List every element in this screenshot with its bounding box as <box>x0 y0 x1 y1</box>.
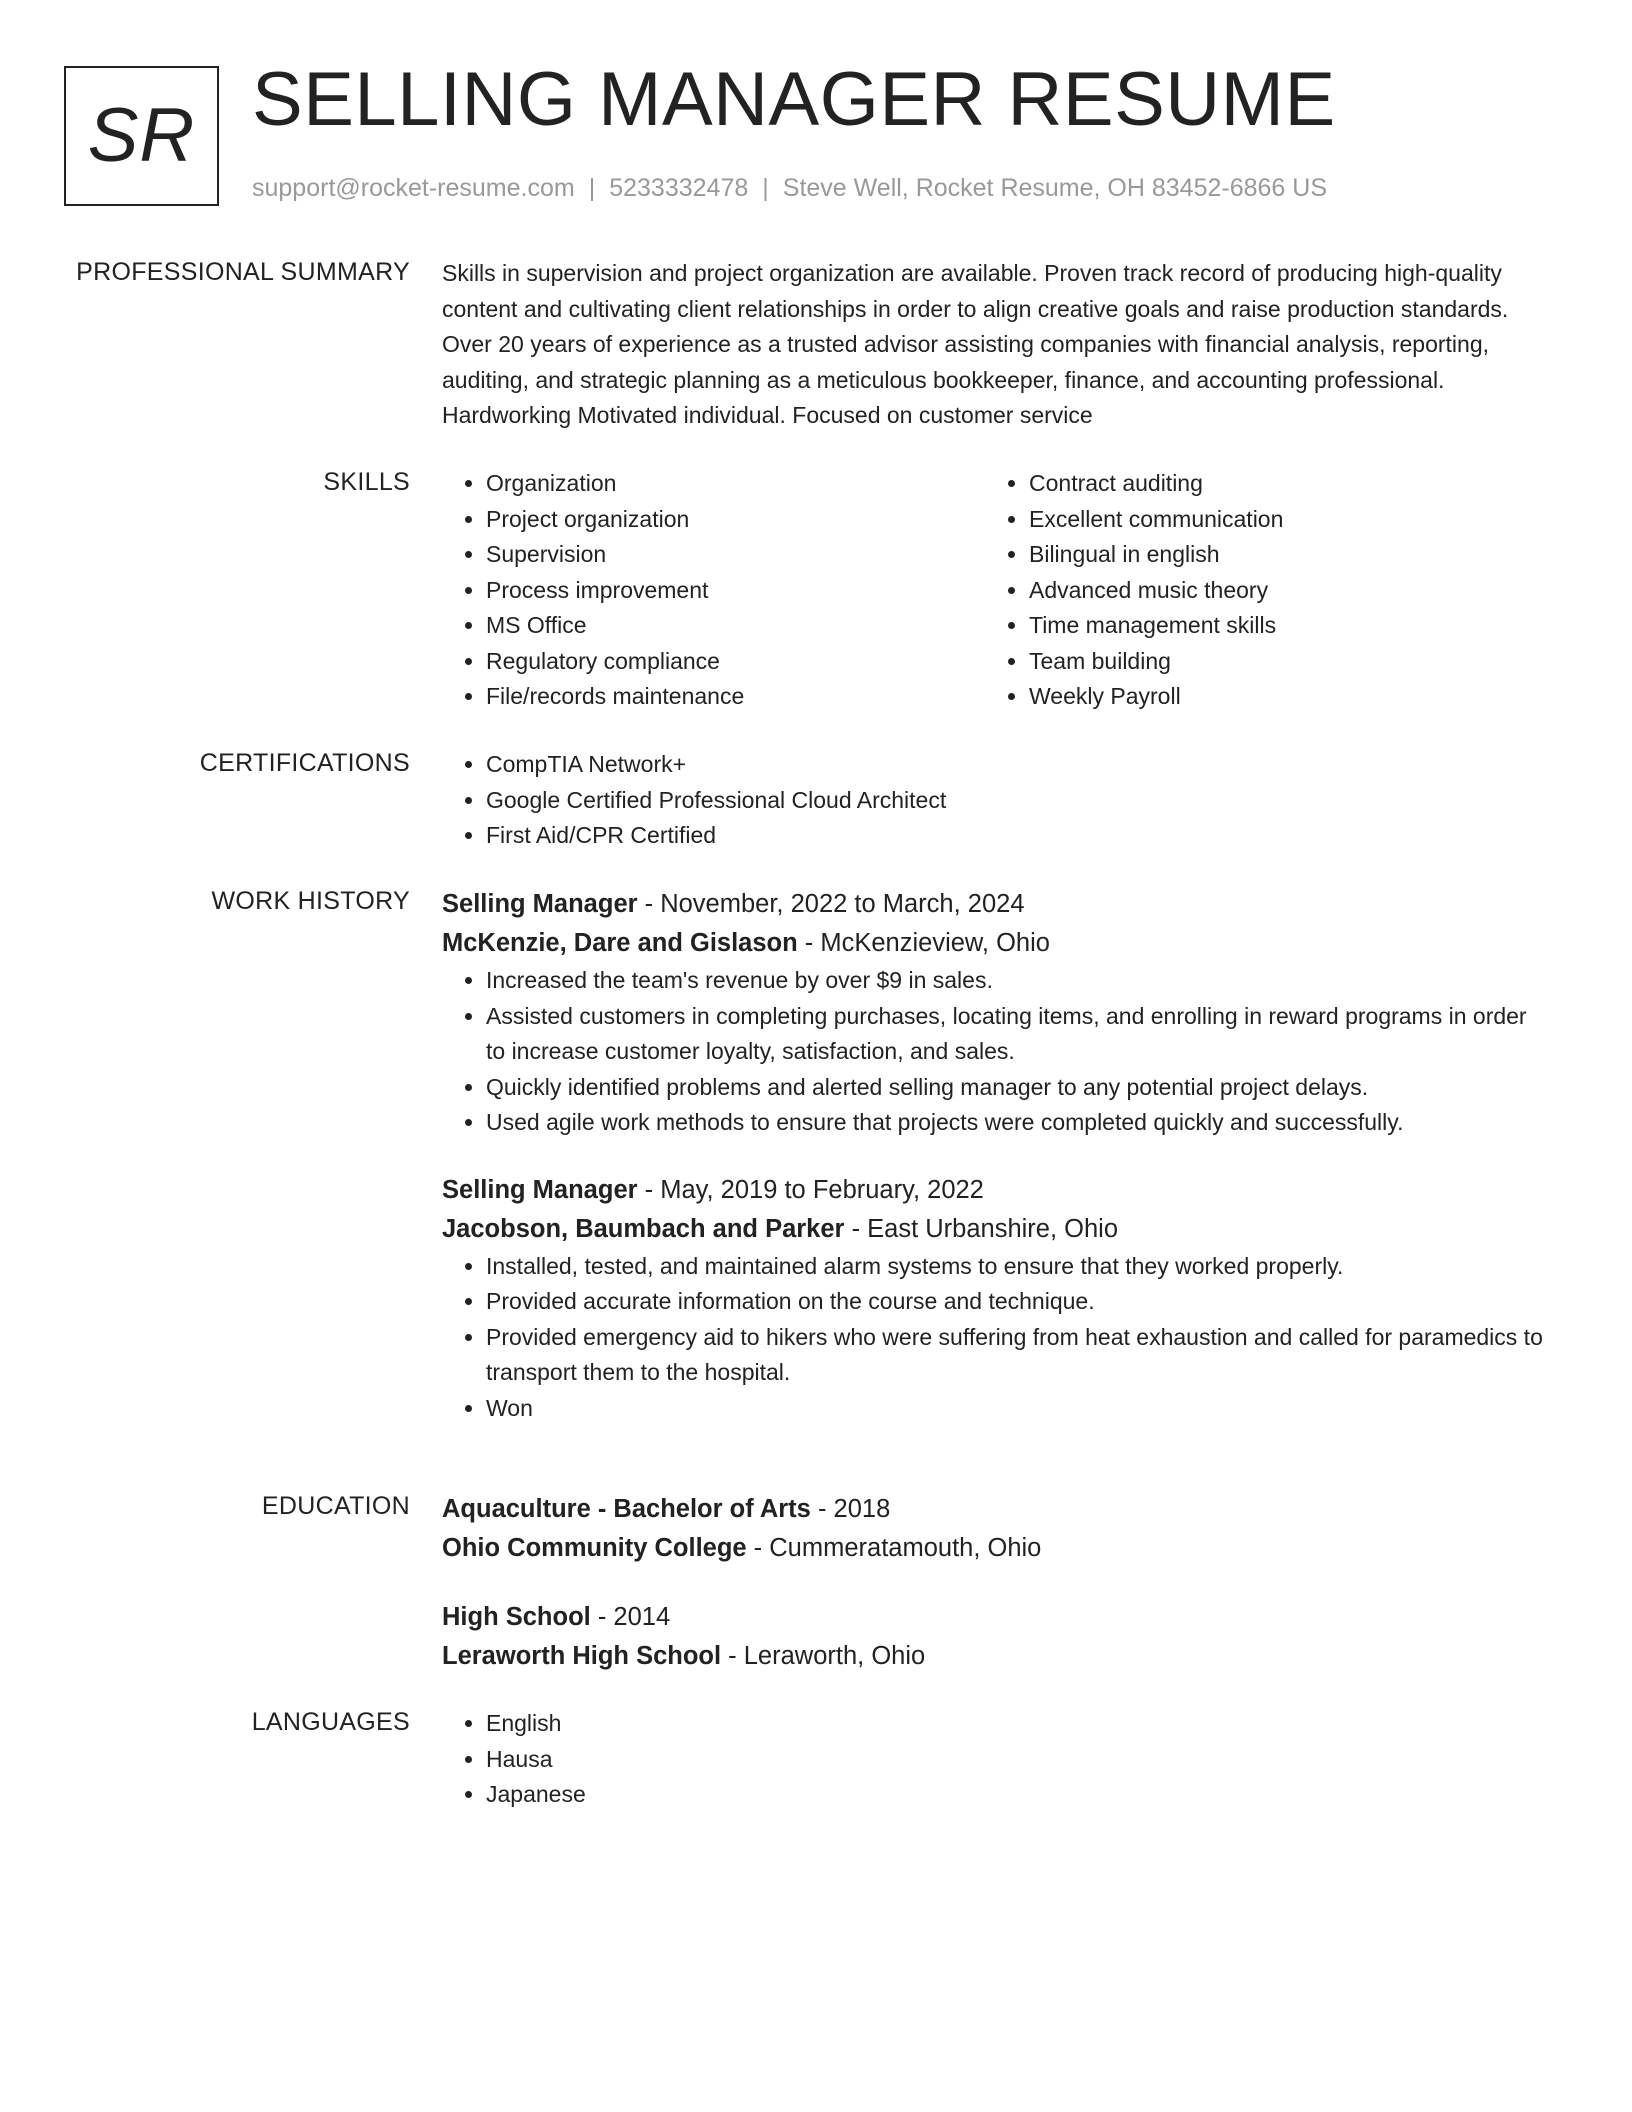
education-entry <box>442 1490 1552 1568</box>
job-duties-list <box>442 1249 1552 1427</box>
skill-item: • Time management skills <box>1029 608 1528 644</box>
language-item: • Hausa <box>486 1742 1552 1778</box>
language-item: • Japanese <box>486 1777 1552 1813</box>
job-duty-item: • Increased the team's revenue by over $9 in sales. <box>486 963 1552 999</box>
skill-item: • Contract auditing <box>1029 466 1528 502</box>
skill-item: • Team building <box>1029 644 1528 680</box>
education-entry <box>442 1598 1552 1676</box>
job-duty-item: • Provided accurate information on the course and technique. <box>486 1284 1552 1320</box>
certification-item: • Google Certified Professional Cloud Architect <box>486 783 1552 819</box>
job-duties-list <box>442 963 1552 1141</box>
contact-address: Steve Well, Rocket Resume, OH 83452-6866 US <box>782 174 1328 202</box>
section-heading-languages: LANGUAGES <box>251 1708 410 1736</box>
skill-item: • Excellent communication <box>1029 502 1528 538</box>
skill-item: • Bilingual in english <box>1029 537 1528 573</box>
skills-column-left <box>442 466 985 715</box>
skill-item: • Supervision <box>486 537 985 573</box>
job-company: Jacobson, Baumbach and Parker <box>442 1214 845 1243</box>
job-company-line <box>442 924 1552 963</box>
summary-text: Skills in supervision and project organization are available. Proven track record of producing high-quality content and cultivating client relationships in order to align creative goals and raise production standards. Over 20 years of experience as a trusted advisor assisting companies with financial analysis, reporting, auditing, and strategic planning as a meticulous bookkeeper, finance, and accounting professional. Hardworking Motivated individual. Focused on customer service <box>442 260 1509 428</box>
education-school-line <box>442 1529 1552 1568</box>
contact-email[interactable]: support@rocket-resume.com <box>252 174 575 202</box>
education-body <box>442 1490 1552 1676</box>
job-location: - East Urbanshire, Ohio <box>844 1214 1119 1243</box>
monogram-initials: SR <box>87 93 196 178</box>
resume-title: SELLING MANAGER RESUME <box>252 57 1336 142</box>
education-year: - 2014 <box>590 1603 671 1631</box>
job-title-line <box>442 885 1552 924</box>
job-duty-item: • Quickly identified problems and alerted selling manager to any potential project delays. <box>486 1070 1552 1106</box>
skill-item: • Project organization <box>486 502 985 538</box>
section-heading-summary: PROFESSIONAL SUMMARY <box>76 258 410 286</box>
contact-separator: | <box>762 174 769 202</box>
skill-item: • Weekly Payroll <box>1029 679 1528 715</box>
job-company: McKenzie, Dare and Gislason <box>442 929 798 957</box>
section-heading-skills: SKILLS <box>323 468 410 496</box>
contact-separator: | <box>588 174 596 202</box>
education-year: - 2018 <box>810 1495 891 1523</box>
education-school: Leraworth High School <box>442 1642 722 1670</box>
job-duty-item: • Won <box>486 1391 1552 1427</box>
job-dates: - May, 2019 to February, 2022 <box>637 1175 984 1204</box>
certification-item: • First Aid/CPR Certified <box>486 818 1552 854</box>
job-duty-item: • Used agile work methods to ensure that projects were completed quickly and successfully. <box>486 1105 1552 1141</box>
job-dates: - November, 2022 to March, 2024 <box>637 890 1025 918</box>
section-heading-certifications: CERTIFICATIONS <box>199 749 410 777</box>
job-title: Selling Manager <box>442 890 638 918</box>
education-degree-line <box>442 1490 1552 1529</box>
certification-item: • CompTIA Network+ <box>486 747 1552 783</box>
education-location: - Cummeratamouth, Ohio <box>746 1534 1042 1562</box>
language-item: • English <box>486 1706 1552 1742</box>
languages-body <box>442 1706 1552 1813</box>
education-school: Ohio Community College <box>442 1534 747 1562</box>
skill-item: • Regulatory compliance <box>486 644 985 680</box>
certifications-body <box>442 747 1552 854</box>
education-degree: Aquaculture - Bachelor of Arts <box>442 1495 811 1523</box>
summary-body <box>442 256 1552 434</box>
skill-item: • Advanced music theory <box>1029 573 1528 609</box>
job-duty-item: • Installed, tested, and maintained alarm systems to ensure that they worked properly. <box>486 1249 1552 1285</box>
monogram-box <box>64 66 219 206</box>
contact-phone[interactable]: 5233332478 <box>609 174 749 202</box>
job-entry <box>442 1171 1552 1427</box>
job-company-line <box>442 1210 1552 1249</box>
job-entry <box>442 885 1552 1141</box>
education-degree: High School <box>442 1603 591 1631</box>
job-title: Selling Manager <box>442 1175 638 1204</box>
section-heading-education: EDUCATION <box>261 1492 410 1520</box>
education-location: - Leraworth, Ohio <box>721 1642 926 1670</box>
job-duty-item: • Provided emergency aid to hikers who were suffering from heat exhaustion and called for paramedics to transport them to the hospital. <box>486 1320 1552 1391</box>
contact-line <box>252 172 1327 204</box>
skill-item: • Process improvement <box>486 573 985 609</box>
skills-body <box>442 466 1552 715</box>
skill-item: • MS Office <box>486 608 985 644</box>
skills-column-right <box>985 466 1528 715</box>
job-location: - McKenzieview, Ohio <box>797 929 1050 957</box>
education-school-line <box>442 1637 1552 1676</box>
skill-item: • File/records maintenance <box>486 679 985 715</box>
section-heading-work-history: WORK HISTORY <box>211 887 410 915</box>
job-title-line <box>442 1171 1552 1210</box>
work-history-body <box>442 885 1552 1426</box>
education-degree-line <box>442 1598 1552 1637</box>
job-duty-item: • Assisted customers in completing purchases, locating items, and enrolling in reward programs in order to increase customer loyalty, satisfaction, and sales. <box>486 999 1552 1070</box>
skill-item: • Organization <box>486 466 985 502</box>
